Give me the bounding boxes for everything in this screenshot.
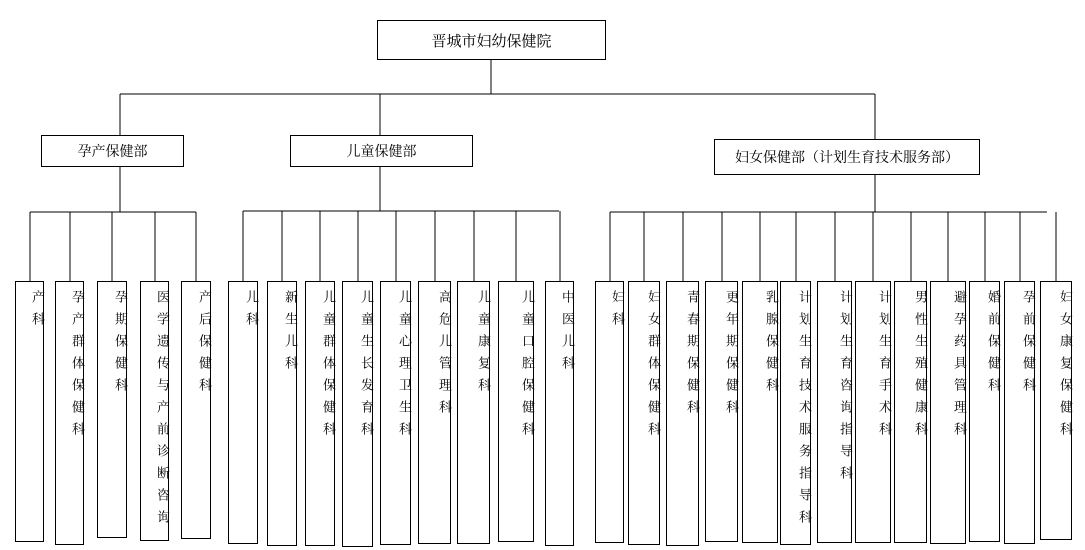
- unit-label: 妇女康复保健科: [1057, 290, 1072, 444]
- unit-label: 儿童口腔保健科: [519, 290, 534, 444]
- unit-box: [15, 281, 44, 542]
- unit-label: 更年期保健科: [723, 290, 738, 422]
- unit-label: 产科: [29, 290, 44, 334]
- unit-label: 计划生育咨询指导科: [837, 290, 852, 488]
- unit-box: [380, 281, 411, 545]
- unit-box: [666, 281, 699, 546]
- unit-label: 儿童心理卫生科: [396, 290, 411, 444]
- unit-label: 高危儿管理科: [436, 290, 451, 422]
- unit-box: [780, 281, 811, 545]
- unit-label: 男性生殖健康科: [912, 290, 927, 444]
- unit-label: 医学遗传与产前诊断咨询: [154, 290, 169, 532]
- unit-box: [181, 281, 211, 539]
- unit-label: 孕产群体保健科: [69, 290, 84, 444]
- dept-child-label: 儿童保健部: [346, 144, 417, 160]
- dept-maternity-label: 孕产保健部: [77, 144, 148, 160]
- dept-child-box: [290, 135, 473, 167]
- unit-label: 乳腺保健科: [763, 290, 778, 400]
- unit-box: [817, 281, 852, 543]
- unit-label: 儿童群体保健科: [320, 290, 335, 444]
- unit-label: 避孕药具管理科: [951, 290, 966, 444]
- unit-box: [628, 281, 660, 545]
- unit-label: 妇科: [609, 290, 624, 334]
- unit-box: [305, 281, 335, 546]
- unit-box: [855, 281, 891, 543]
- unit-box: [97, 281, 127, 538]
- unit-box: [894, 281, 927, 543]
- unit-label: 计划生育手术科: [876, 290, 891, 444]
- unit-box: [742, 281, 778, 543]
- unit-label: 新生儿科: [282, 290, 297, 378]
- unit-box: [595, 281, 624, 543]
- unit-box: [705, 281, 738, 542]
- unit-label: 儿童生长发育科: [358, 290, 373, 444]
- unit-label: 产后保健科: [196, 290, 211, 400]
- unit-box: [457, 281, 490, 544]
- unit-box: [545, 281, 574, 546]
- unit-box: [55, 281, 84, 545]
- unit-box: [498, 281, 534, 542]
- unit-box: [342, 281, 373, 547]
- dept-maternity-box: [41, 135, 184, 167]
- unit-box: [418, 281, 451, 544]
- unit-label: 计划生育技术服务指导科: [796, 290, 811, 532]
- dept-women-label: 妇女保健部（计划生育技术服务部）: [735, 150, 959, 166]
- unit-label: 妇女群体保健科: [645, 290, 660, 444]
- unit-label: 孕期保健科: [112, 290, 127, 400]
- unit-box: [930, 281, 966, 544]
- root-hospital-label: 晋城市妇幼保健院: [431, 31, 552, 50]
- unit-box: [969, 281, 1000, 542]
- dept-women-box: [714, 139, 980, 175]
- unit-label: 青春期保健科: [684, 290, 699, 422]
- unit-box: [1004, 281, 1035, 544]
- unit-label: 儿童康复科: [475, 290, 490, 400]
- unit-label: 中医儿科: [559, 290, 574, 378]
- unit-box: [140, 281, 169, 541]
- root-hospital-box: [377, 20, 606, 60]
- unit-label: 婚前保健科: [985, 290, 1000, 400]
- unit-label: 孕前保健科: [1020, 290, 1035, 400]
- unit-box: [267, 281, 297, 546]
- unit-box: [1040, 281, 1072, 540]
- unit-box: [228, 281, 258, 544]
- unit-label: 儿科: [243, 290, 258, 334]
